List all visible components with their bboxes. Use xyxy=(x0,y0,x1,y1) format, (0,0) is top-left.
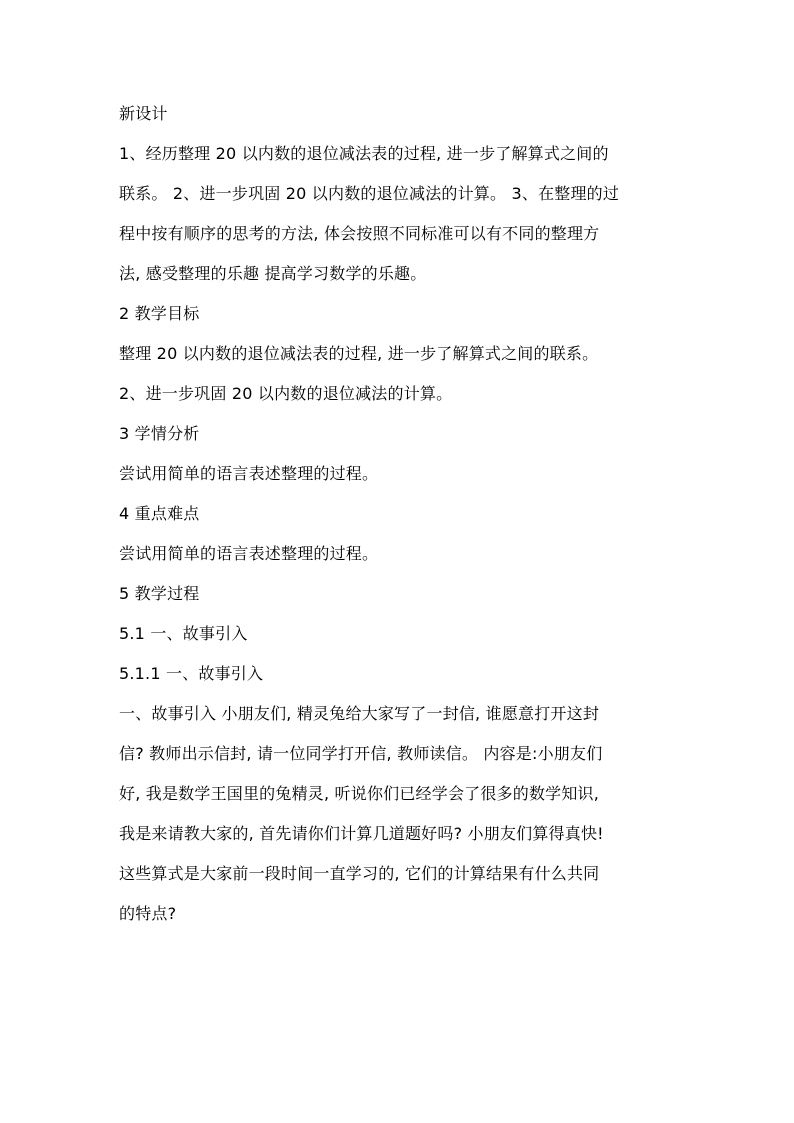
doc-paragraph-line: 尝试用简单的语言表述整理的过程。 xyxy=(119,464,379,483)
doc-paragraph-line: 我是来请教大家的, 首先请你们计算几道题好吗? 小朋友们算得真快! xyxy=(119,824,604,843)
doc-paragraph-line: 整理 20 以内数的退位减法表的过程, 进一步了解算式之间的联系。 xyxy=(119,344,599,363)
doc-paragraph-line: 一、故事引入 小朋友们, 精灵兔给大家写了一封信, 谁愿意打开这封 xyxy=(119,704,600,723)
doc-paragraph-line: 2、进一步巩固 20 以内数的退位减法的计算。 xyxy=(119,384,453,403)
doc-paragraph-line: 信? 教师出示信封, 请一位同学打开信, 教师读信。 内容是:小朋友们 xyxy=(119,744,603,763)
doc-paragraph-line: 的特点? xyxy=(119,904,177,923)
doc-paragraph-line: 法, 感受整理的乐趣 提高学习数学的乐趣。 xyxy=(119,264,427,283)
doc-paragraph-line: 程中按有顺序的思考的方法, 体会按照不同标准可以有不同的整理方 xyxy=(119,224,600,243)
doc-paragraph-line: 1、经历整理 20 以内数的退位减法表的过程, 进一步了解算式之间的 xyxy=(119,144,609,163)
doc-paragraph-line: 联系。 2、进一步巩固 20 以内数的退位减法的计算。 3、在整理的过 xyxy=(119,184,620,203)
doc-heading-teaching-goals: 2 教学目标 xyxy=(119,304,200,323)
doc-paragraph-line: 这些算式是大家前一段时间一直学习的, 它们的计算结果有什么共同 xyxy=(119,864,600,883)
doc-heading-teaching-process: 5 教学过程 xyxy=(119,584,200,603)
doc-subsubheading-story-intro: 5.1.1 一、故事引入 xyxy=(119,664,264,683)
doc-paragraph-line: 尝试用简单的语言表述整理的过程。 xyxy=(119,544,379,563)
doc-heading-new-design: 新设计 xyxy=(119,104,168,123)
doc-paragraph-line: 好, 我是数学王国里的兔精灵, 听说你们已经学会了很多的数学知识, xyxy=(119,784,600,803)
document-body xyxy=(119,104,685,944)
doc-heading-student-analysis: 3 学情分析 xyxy=(119,424,200,443)
doc-heading-key-points: 4 重点难点 xyxy=(119,504,200,523)
doc-subheading-story-intro: 5.1 一、故事引入 xyxy=(119,624,248,643)
